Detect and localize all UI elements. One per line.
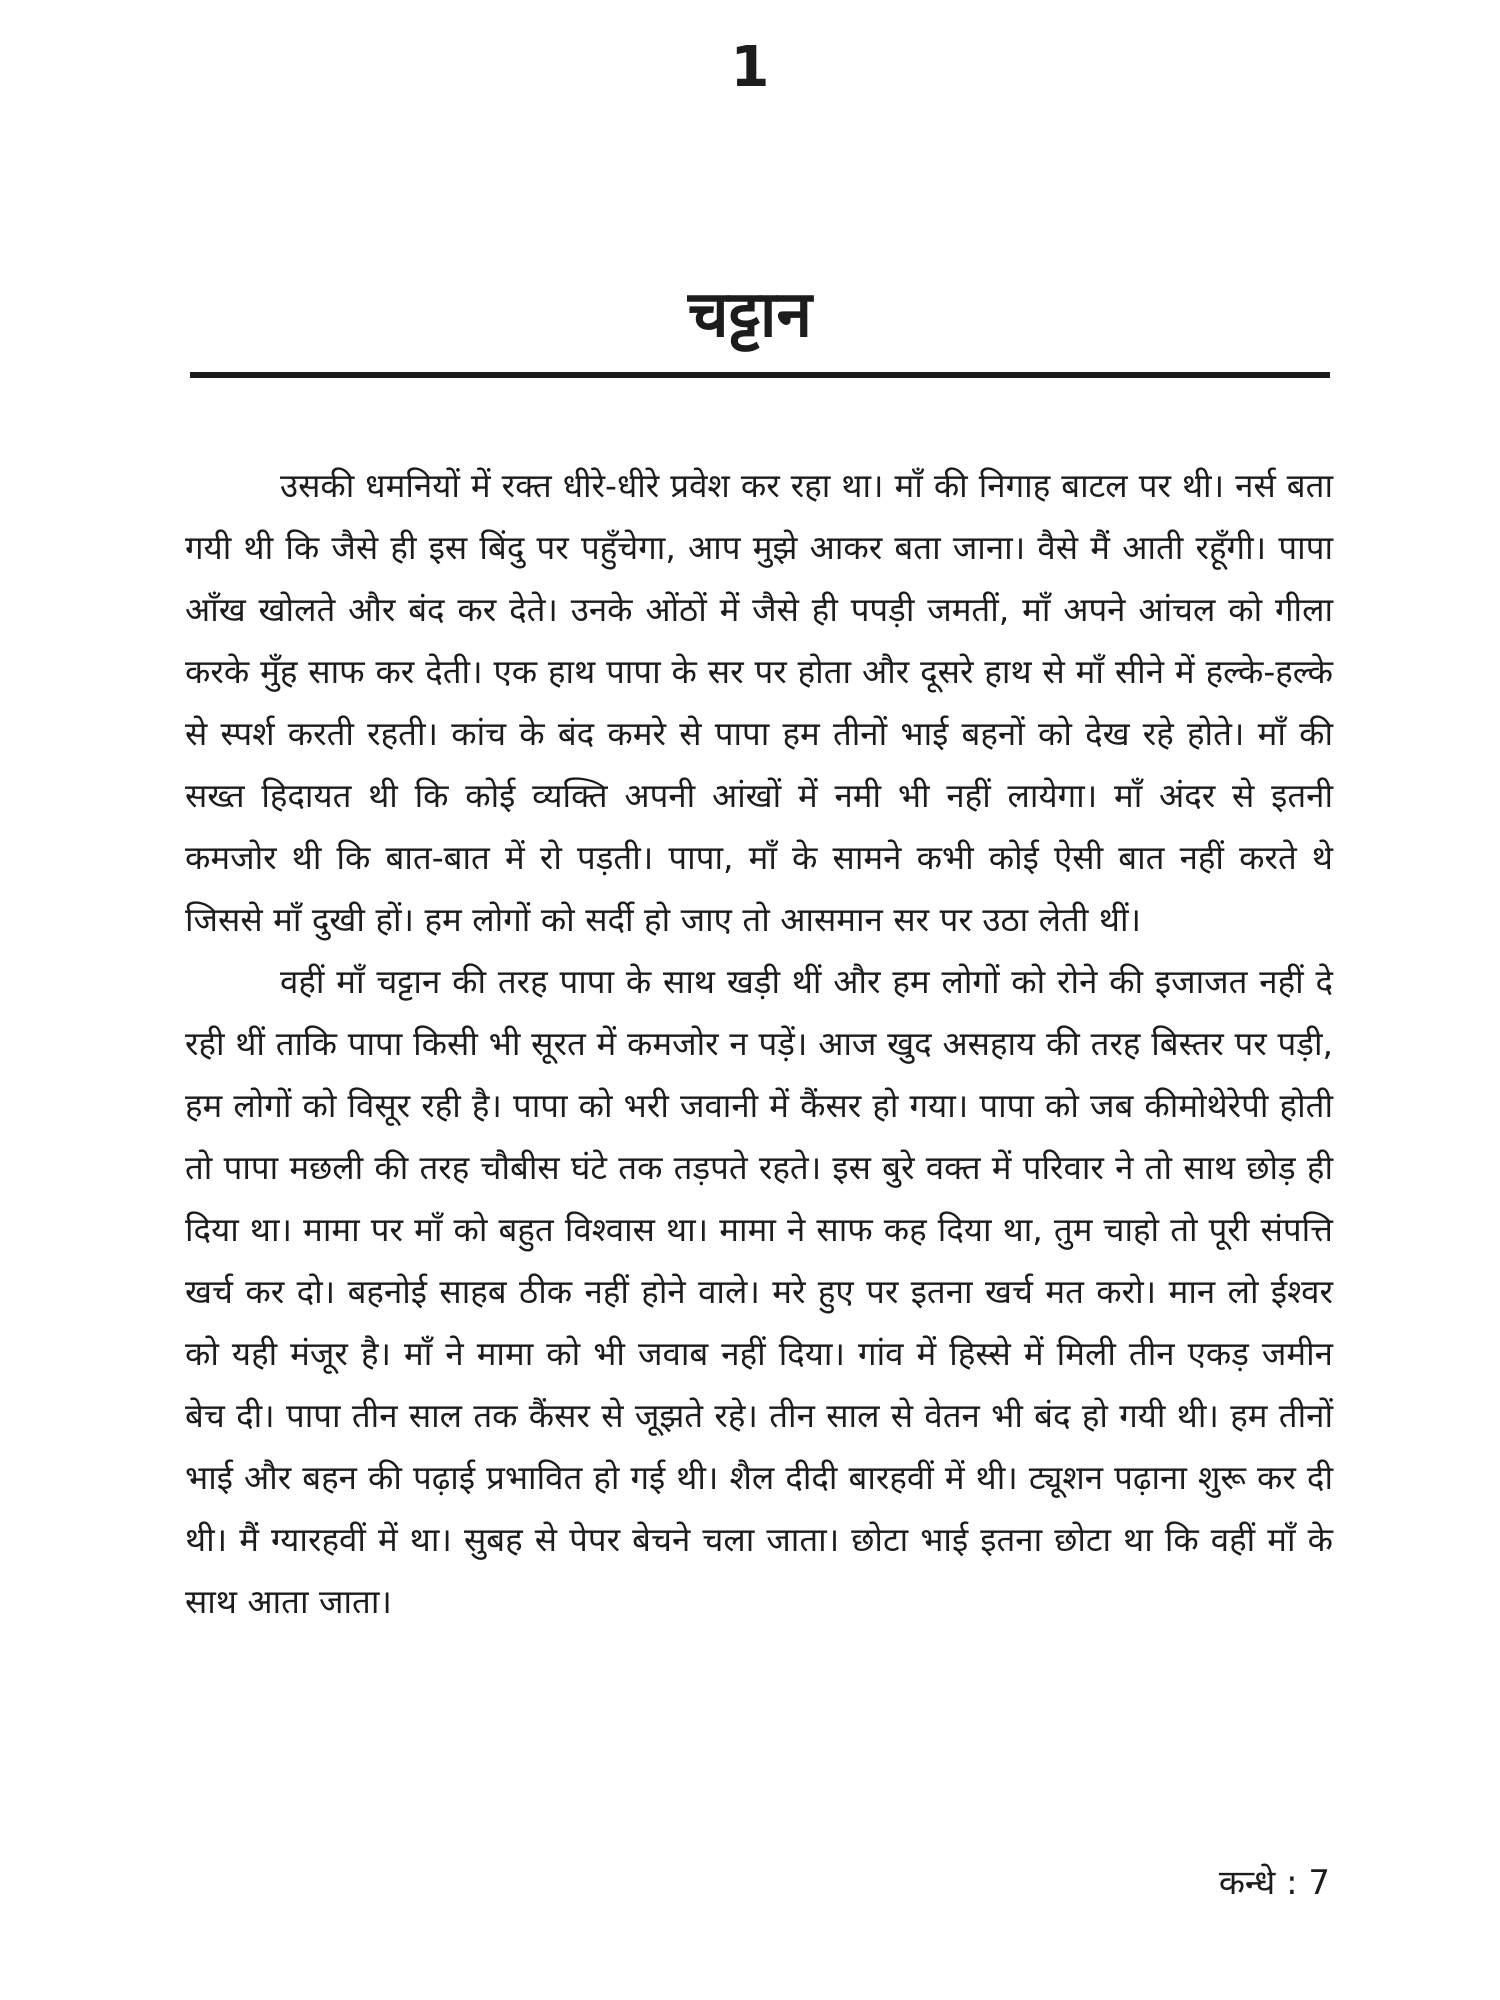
footer-separator: : [1286,1863,1298,1903]
page-footer [1219,1858,1330,1908]
footer-page-number: 7 [1308,1863,1330,1903]
chapter-title: चट्टान [687,278,813,352]
footer-book-title: कन्धे [1218,1863,1276,1903]
chapter-number: 1 [730,35,770,100]
paragraph-2: वहीं माँ चट्टान की तरह पापा के साथ खड़ी थीं और हम लोगों को रोने की इजाजत नहीं दे रही थीं ताकि पापा किसी भी सूरत में कमजोर न पड़ें। आज खुद असहाय की तरह बिस्तर पर पड़ी, हम लोगों को विसूर रही है। पापा को भरी जवानी में कैंसर हो गया। पापा को जब कीमोथेरेपी होती तो पापा मछली की तरह चौबीस घंटे तक तड़पते रहते। इस बुरे वक्त में परिवार ने तो साथ छोड़ ही दिया था। मामा पर माँ को बहुत विश्वास था। मामा ने साफ कह दिया था, तुम चाहो तो पूरी संपत्ति खर्च कर दो। बहनोई साहब ठीक नहीं होने वाले। मरे हुए पर इतना खर्च मत करो। मान लो ईश्वर को यही मंजूर है। माँ ने मामा को भी जवाब नहीं दिया। गांव में हिस्से में मिली तीन एकड़ जमीन बेच दी। पापा तीन साल तक कैंसर से जूझते रहे। तीन साल से वेतन भी बंद हो गयी थी। हम तीनों भाई और बहन की पढ़ाई प्रभावित हो गई थी। शैल दीदी बारहवीं में थी। ट्यूशन पढ़ाना शुरू कर दी थी। मैं ग्यारहवीं में था। सुबह से पेपर बेचने चला जाता। छोटा भाई इतना छोटा था कि वहीं माँ के साथ आता जाता। [185,962,1333,1621]
paragraph-1: उसकी धमनियों में रक्त धीरे-धीरे प्रवेश कर रहा था। माँ की निगाह बाटल पर थी। नर्स बता गयी थी कि जैसे ही इस बिंदु पर पहुँचेगा, आप मुझे आकर बता जाना। वैसे मैं आती रहूँगी। पापा आँख खोलते और बंद कर देते। उनके ओंठों में जैसे ही पपड़ी जमतीं, माँ अपने आंचल को गीला करके मुँह साफ कर देती। एक हाथ पापा के सर पर होता और दूसरे हाथ से माँ सीने में हल्के-हल्के से स्पर्श करती रहती। कांच के बंद कमरे से पापा हम तीनों भाई बहनों को देख रहे होते। माँ की सख्त हिदायत थी कि कोई व्यक्ति अपनी आंखों में नमी भी नहीं लायेगा। माँ अंदर से इतनी कमजोर थी कि बात-बात में रो पड़ती। पापा, माँ के सामने कभी कोई ऐसी बात नहीं करते थे जिससे माँ दुखी हों। हम लोगों को सर्दी हो जाए तो आसमान सर पर उठा लेती थीं। [185,466,1333,939]
body-text [185,455,1333,1633]
title-divider [190,372,1330,378]
